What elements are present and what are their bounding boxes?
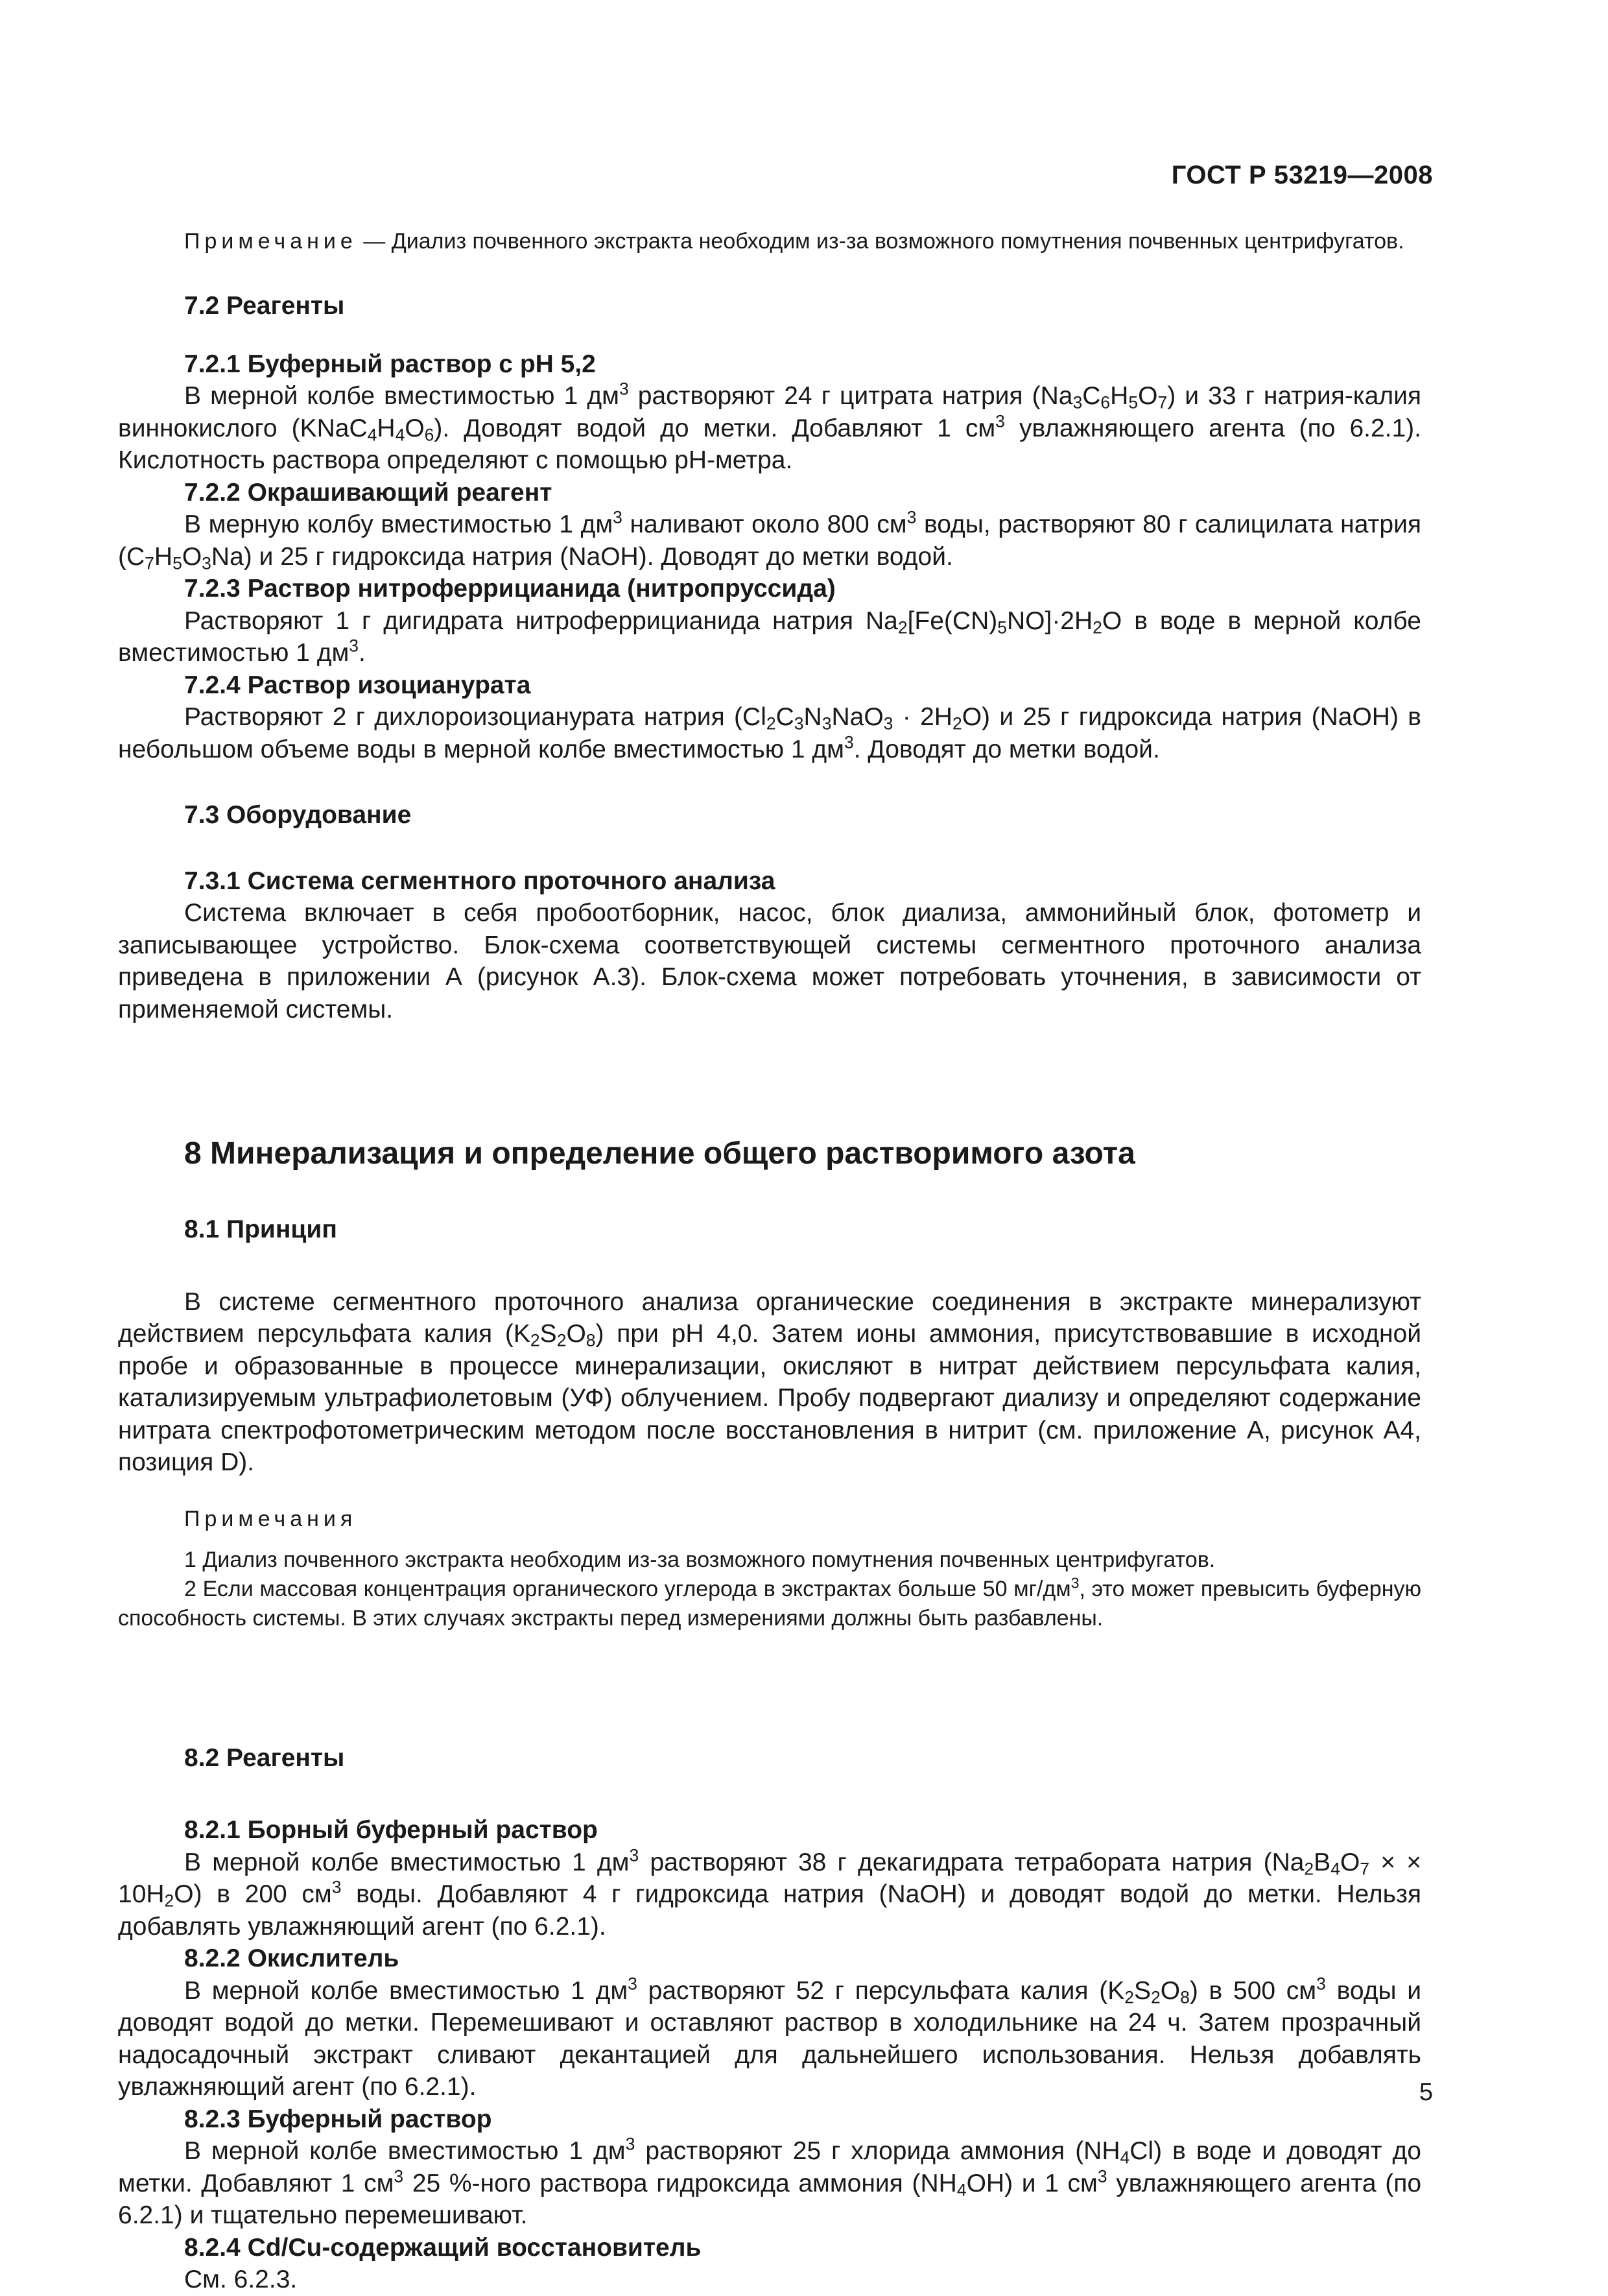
subscript: 2: [1093, 617, 1102, 638]
subscript: 3: [1072, 392, 1083, 413]
spacer: [118, 1173, 1421, 1214]
text-run: 8.2.1 Борный буферный раствор: [184, 1816, 598, 1844]
note-item: [118, 1546, 1421, 1575]
text-run: 8.1 Принцип: [184, 1215, 337, 1243]
text-run: · 2H: [893, 703, 952, 731]
text-run: , это может превысить буферную способность системы. В этих случаях экстракты перед измерениями должны быть разбавлены.: [118, 1576, 1421, 1631]
subscript: 5: [997, 617, 1007, 638]
paragraph: [118, 2264, 1421, 2296]
text-run: воды и доводят водой до метки. Перемешивают и оставляют раствор в холодильнике на 24 ч. Затем прозрачный надосадочный экстракт сливают декантацией для дальнейшего использования. Нельзя добавлять увлажняющий агент (по 6.2.1).: [118, 1976, 1421, 2101]
page-number: 5: [1419, 2079, 1433, 2106]
spacer: [118, 1080, 1421, 1134]
text-run: растворяют 38 г декагидрата тетрабората натрия (Na: [639, 1848, 1305, 1876]
note-item: [118, 1575, 1421, 1633]
text-run: O: [1160, 1976, 1181, 2005]
text-run: В мерной колбе вместимостью 1 дм: [184, 382, 619, 410]
text-run: В системе сегментного проточного анализа органические соединения в экстракте минерализуют действием персульфата калия (K: [118, 1287, 1421, 1348]
text-run: 1 Диализ почвенного экстракта необходим из-за возможного помутнения почвенных центрифугатов.: [184, 1547, 1216, 1572]
text-run: См. 6.2.3.: [184, 2266, 298, 2293]
document-body: [118, 227, 1421, 2296]
text-run: O: [566, 1320, 586, 1348]
superscript: 3: [625, 2134, 635, 2154]
text-run: O: [1340, 1848, 1360, 1876]
superscript: 3: [1316, 1973, 1326, 1993]
text-run: N: [803, 703, 822, 731]
text-run: растворяют 52 г персульфата калия (K: [637, 1976, 1125, 2005]
subsection-heading: [118, 1742, 1421, 1775]
text-run: S: [539, 1320, 557, 1348]
superscript: 3: [906, 507, 917, 527]
clause-heading: [118, 1814, 1421, 1847]
text-run: B: [1314, 1848, 1331, 1876]
text-run: 8.2.4 Cd/Cu-содержащий восстановитель: [184, 2233, 702, 2262]
subscript: 2: [164, 1891, 174, 1911]
subsection-heading: [118, 1214, 1421, 1246]
spacer: [118, 1534, 1421, 1546]
text-run: H: [1110, 382, 1129, 410]
subscript: 2: [897, 617, 908, 638]
text-run: ) в 500 см: [1189, 1976, 1317, 2005]
text-run: 7.2 Реагенты: [184, 292, 345, 320]
text-run: O) в 200 см: [174, 1880, 332, 1908]
text-run: наливают около 800 см: [622, 510, 907, 538]
superscript: 3: [349, 636, 359, 656]
notes-heading: [118, 1505, 1421, 1534]
section-heading: [118, 1134, 1421, 1173]
spacer: [118, 1246, 1421, 1286]
paragraph: [118, 1847, 1421, 1943]
paragraph: [118, 2135, 1421, 2232]
text-run: — Диализ почвенного экстракта необходим из-за возможного помутнения почвенных центрифугатов.: [357, 229, 1404, 254]
paragraph: [118, 701, 1421, 765]
spacer: [118, 831, 1421, 865]
text-run: В мерной колбе вместимостью 1 дм: [184, 2137, 626, 2165]
text-run: OH) и 1 см: [966, 2169, 1098, 2197]
text-run: O: [405, 414, 425, 442]
text-run: В мерной колбе вместимостью 1 дм: [184, 1976, 628, 2005]
superscript: 3: [995, 411, 1005, 431]
text-run: 8.2 Реагенты: [184, 1743, 345, 1772]
standard-header: ГОСТ Р 53219—2008: [1171, 161, 1433, 189]
subscript: 6: [1100, 392, 1111, 413]
text-run: Растворяют 2 г дихлороизоцианурата натрия (Cl: [184, 703, 766, 731]
subscript: 5: [172, 553, 182, 573]
text-run: Растворяют 1 г дигидрата нитроферрицианида натрия Na: [184, 606, 898, 635]
text-run: 8.2.3 Буферный раствор: [184, 2105, 492, 2133]
superscript: 3: [613, 507, 622, 527]
subsection-heading: [118, 290, 1421, 322]
text-run: 7.3 Оборудование: [184, 801, 412, 829]
text-run: воды. Добавляют 4 г гидроксида натрия (NaOH) и доводят водой до метки. Нельзя добавлять увлажняющий агент (по 6.2.1).: [118, 1880, 1421, 1941]
text-run: 7.3.1 Система сегментного проточного анализа: [184, 867, 775, 895]
subscript: 2: [1304, 1859, 1314, 1879]
subscript: 3: [822, 713, 832, 734]
subscript: 6: [424, 425, 434, 445]
superscript: 3: [1097, 2166, 1107, 2186]
subscript: 4: [1120, 2147, 1130, 2168]
text-run: Система включает в себя пробоотборник, насос, блок диализа, аммонийный блок, фотометр и записывающее устройство. Блок-схема соответствующей системы сегментного проточного анализа приведена в приложении А (рисунок А.3). Блок-схема может потребовать уточнения, в зависимости от применяемой системы.: [118, 899, 1421, 1023]
text-run: 25 %-ного раствора гидроксида аммония (NH: [403, 2169, 957, 2197]
paragraph: [118, 508, 1421, 573]
text-run: В мерную колбу вместимостью 1 дм: [184, 510, 613, 538]
paragraph: [118, 1286, 1421, 1479]
spacer: [118, 1774, 1421, 1814]
text-run: .: [359, 639, 366, 667]
text-run: C: [775, 703, 794, 731]
paragraph: [118, 605, 1421, 669]
subscript: 7: [1360, 1859, 1370, 1879]
text-run: O: [1138, 382, 1158, 410]
text-run: Примечания: [184, 1506, 357, 1531]
clause-heading: [118, 1943, 1421, 1975]
clause-heading: [118, 573, 1421, 605]
text-run: O) и 25 г гидроксида натрия (NaOH) в небольшом объеме воды в мерной колбе вместимостью 1 дм: [118, 703, 1421, 763]
clause-heading: [118, 477, 1421, 509]
text-run: . Доводят до метки водой.: [853, 735, 1160, 763]
subscript: 5: [1128, 392, 1139, 413]
text-run: C: [1082, 382, 1101, 410]
subscript: 4: [395, 425, 405, 445]
clause-heading: [118, 348, 1421, 381]
text-run: O в воде в мерной колбе вместимостью 1 дм: [118, 606, 1421, 667]
text-run: Cl) в воде и доводят до метки. Добавляют 1 см: [118, 2137, 1421, 2197]
spacer: [118, 765, 1421, 799]
subscript: 4: [367, 425, 377, 445]
text-run: NaO: [831, 703, 884, 731]
text-run: × × 10H: [118, 1848, 1421, 1908]
text-run: растворяют 24 г цитрата натрия (Na: [628, 382, 1073, 410]
subsection-heading: [118, 799, 1421, 831]
clause-heading: [118, 2103, 1421, 2136]
text-run: 7.2.3 Раствор нитроферрицианида (нитропруссида): [184, 575, 836, 603]
superscript: 3: [628, 1973, 637, 1993]
subscript: 4: [1330, 1859, 1340, 1879]
superscript: 3: [331, 1877, 342, 1897]
text-run: ) и 33 г натрия-калия виннокислого (KNaC: [118, 382, 1422, 442]
spacer: [118, 1025, 1421, 1080]
superscript: 3: [844, 732, 854, 752]
superscript: 3: [394, 2166, 404, 2186]
text-run: 8 Минерализация и определение общего растворимого азота: [184, 1136, 1135, 1171]
superscript: 3: [619, 379, 629, 399]
subscript: 3: [794, 713, 804, 734]
text-run: 7.2.4 Раствор изоцианурата: [184, 671, 531, 699]
spacer: [118, 256, 1421, 290]
text-run: увлажняющего агента (по 6.2.1) и тщательно перемешивают.: [118, 2169, 1422, 2229]
subscript: 8: [585, 1330, 596, 1350]
paragraph: [118, 1975, 1421, 2103]
text-run: H: [154, 542, 173, 571]
subscript: 3: [883, 713, 893, 734]
subscript: 3: [202, 553, 211, 573]
note-label: Примечание: [184, 229, 357, 254]
text-run: В мерной колбе вместимостью 1 дм: [184, 1848, 630, 1876]
text-run: O: [182, 542, 202, 571]
text-run: воды, растворяют 80 г салицилата натрия (C: [118, 510, 1421, 571]
text-run: ). Доводят водой до метки. Добавляют 1 см: [434, 414, 996, 442]
superscript: 3: [1070, 1573, 1080, 1591]
subscript: 2: [556, 1330, 567, 1350]
subscript: 2: [1151, 1987, 1161, 2007]
text-run: H: [377, 414, 396, 442]
text-run: увлажняющего агента (по 6.2.1). Кислотность раствора определяют с помощью рН-метра.: [118, 414, 1422, 474]
text-run: растворяют 25 г хлорида аммония (NH: [635, 2137, 1120, 2165]
text-run: 2 Если массовая концентрация органического углерода в экстрактах больше 50 мг/дм: [184, 1576, 1071, 1601]
text-run: Na) и 25 г гидроксида натрия (NaOH). Доводят до метки водой.: [211, 542, 953, 571]
subscript: 7: [1157, 392, 1168, 413]
subscript: 2: [766, 713, 776, 734]
clause-heading: [118, 669, 1421, 702]
paragraph: [118, 897, 1421, 1025]
superscript: 3: [629, 1845, 639, 1865]
clause-heading: [118, 865, 1421, 898]
spacer: [118, 322, 1421, 348]
spacer: [118, 1633, 1421, 1688]
subscript: 8: [1180, 1987, 1190, 2007]
text-run: S: [1133, 1976, 1151, 2005]
subscript: 2: [952, 713, 962, 734]
clause-heading: [118, 2232, 1421, 2264]
text-run: 7.2.2 Окрашивающий реагент: [184, 478, 552, 507]
subscript: 2: [1124, 1987, 1134, 2007]
spacer: [118, 1479, 1421, 1505]
spacer: [118, 1688, 1421, 1742]
text-run: ) при рН 4,0. Затем ионы аммония, присутствовавшие в исходной пробе и образованные в процессе минерализации, окисляют в нитрат действием персульфата калия, катализируемым ультрафиолетовым (УФ) облучением. Пробу подвергают диализу и определяют содержание нитрата спектрофотометрическим методом после восстановления в нитрит (см. приложение А, рисунок А4, позиция D).: [118, 1320, 1421, 1476]
text-run: 8.2.2 Окислитель: [184, 1944, 399, 1972]
text-run: [Fe(CN): [907, 606, 998, 635]
note: [118, 227, 1421, 256]
text-run: 7.2.1 Буферный раствор с рН 5,2: [184, 350, 596, 378]
paragraph: [118, 380, 1421, 477]
text-run: NO]·2H: [1006, 606, 1093, 635]
subscript: 7: [145, 553, 154, 573]
subscript: 4: [956, 2180, 967, 2200]
subscript: 2: [530, 1330, 540, 1350]
